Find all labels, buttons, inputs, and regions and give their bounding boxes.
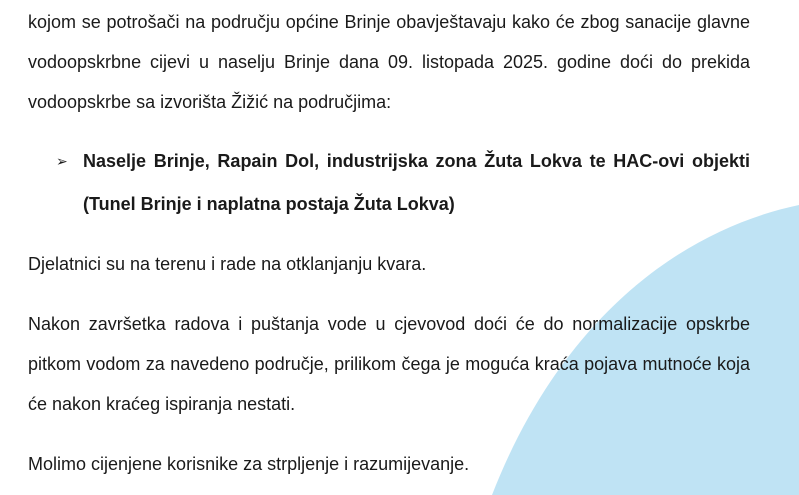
status-paragraph: Djelatnici su na terenu i rade na otklanjanju kvara. bbox=[28, 254, 427, 274]
closing-paragraph: Molimo cijenjene korisnike za strpljenje i razumijevanje. bbox=[28, 454, 470, 474]
document-body bbox=[28, 0, 750, 484]
affected-areas-text: Naselje Brinje, Rapain Dol, industrijska zona Žuta Lokva te HAC-ovi objekti (Tunel Brinje i naplatna postaja Žuta Lokva) bbox=[83, 151, 750, 214]
affected-areas-list bbox=[28, 140, 750, 226]
arrow-bullet-icon: ➢ bbox=[56, 153, 68, 169]
intro-paragraph: kojom se potrošači na području općine Brinje obavještavaju kako će zbog sanacije glavne vodoopskrbne cijevi u naselju Brinje dana 09. listopada 2025. godine doći do prekida vodoopskrbe sa izvorišta Žižić na područjima: bbox=[28, 12, 750, 112]
list-item bbox=[56, 140, 750, 226]
normalization-paragraph: Nakon završetka radova i puštanja vode u cjevovod doći će do normalizacije opskrbe pitkom vodom za navedeno područje, prilikom čega je moguća kraća pojava mutnoće koja će nakon kraćeg ispiranja nestati. bbox=[28, 314, 750, 414]
